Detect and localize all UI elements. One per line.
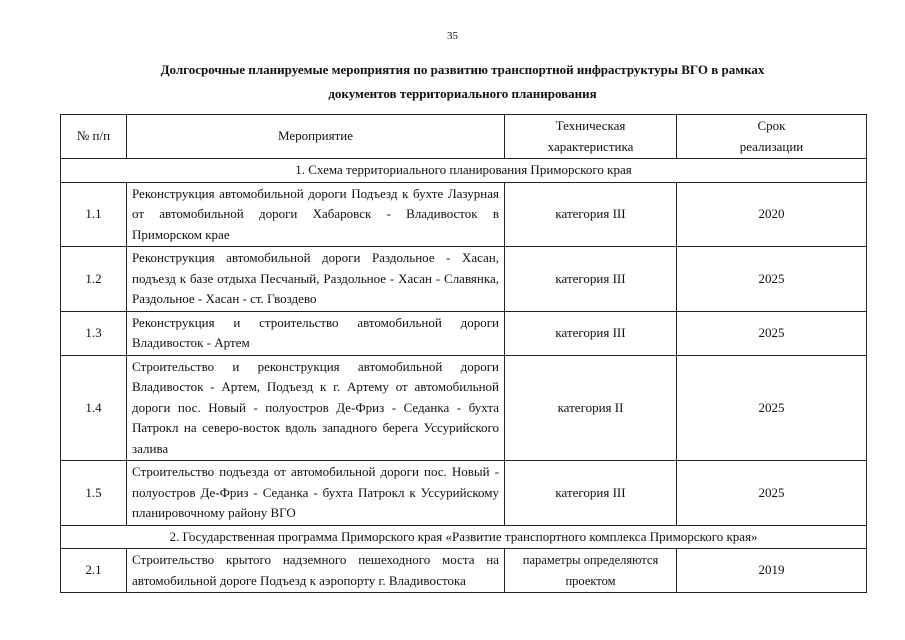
row-term: 2020: [677, 182, 867, 247]
table-header-row: [61, 115, 867, 159]
row-tech: категория II: [505, 355, 677, 461]
page-number: 35: [447, 30, 458, 42]
row-num: 1.2: [61, 247, 127, 312]
table-row: [61, 355, 867, 461]
header-tech-line-1: Техническая: [555, 118, 626, 133]
document-title: [60, 58, 865, 106]
row-num: 1.4: [61, 355, 127, 461]
section-row: [61, 525, 867, 549]
row-term: 2025: [677, 247, 867, 312]
header-term-line-2: реализации: [739, 138, 804, 154]
header-tech-line-2: характеристика: [547, 138, 634, 154]
row-tech: параметры определяются проектом: [505, 549, 677, 593]
title-line-2: документов территориального планирования: [328, 86, 597, 101]
row-tech: категория III: [505, 247, 677, 312]
section-title: 2. Государственная программа Приморского края «Развитие транспортного комплекса Приморского края»: [61, 525, 867, 549]
row-num: 1.5: [61, 461, 127, 526]
row-tech: категория III: [505, 182, 677, 247]
row-event: Реконструкция и строительство автомобильной дороги Владивосток - Артем: [127, 311, 505, 355]
row-num: 2.1: [61, 549, 127, 593]
table-row: [61, 247, 867, 312]
row-event: Строительство крытого надземного пешеходного моста на автомобильной дороге Подъезд к аэропорту г. Владивостока: [127, 549, 505, 593]
title-line-1: Долгосрочные планируемые мероприятия по развитию транспортной инфраструктуры ВГО в рамках: [160, 62, 765, 77]
row-event: Реконструкция автомобильной дороги Подъезд к бухте Лазурная от автомобильной дороги Хабаровск - Владивосток в Приморском крае: [127, 182, 505, 247]
table-row: [61, 549, 867, 593]
section-row: [61, 159, 867, 183]
row-term: 2025: [677, 461, 867, 526]
table-row: [61, 311, 867, 355]
row-tech: категория III: [505, 311, 677, 355]
header-term-line-1: Срок: [757, 118, 786, 133]
row-term: 2025: [677, 311, 867, 355]
row-num: 1.3: [61, 311, 127, 355]
header-term: [677, 115, 867, 159]
header-tech: [505, 115, 677, 159]
row-term: 2025: [677, 355, 867, 461]
row-tech: категория III: [505, 461, 677, 526]
measures-table: [60, 114, 867, 593]
row-term: 2019: [677, 549, 867, 593]
row-event: Реконструкция автомобильной дороги Раздольное - Хасан, подъезд к базе отдыха Песчаный, Раздольное - Хасан - Славянка, Раздольное - Хасан - ст. Гвоздево: [127, 247, 505, 312]
row-event: Строительство и реконструкция автомобильной дороги Владивосток - Артем, Подъезд к г. Артему от автомобильной дороги пос. Новый - полуостров Де-Фриз - Седанка - бухта Патрокл на северо-восток вдоль западного берега Уссурийского залива: [127, 355, 505, 461]
table-row: [61, 182, 867, 247]
row-num: 1.1: [61, 182, 127, 247]
header-num: № п/п: [61, 115, 127, 159]
table-row: [61, 461, 867, 526]
row-event: Строительство подъезда от автомобильной дороги пос. Новый - полуостров Де-Фриз - Седанка - бухта Патрокл к Уссурийскому планировочному району ВГО: [127, 461, 505, 526]
header-event: Мероприятие: [127, 115, 505, 159]
section-title: 1. Схема территориального планирования Приморского края: [61, 159, 867, 183]
